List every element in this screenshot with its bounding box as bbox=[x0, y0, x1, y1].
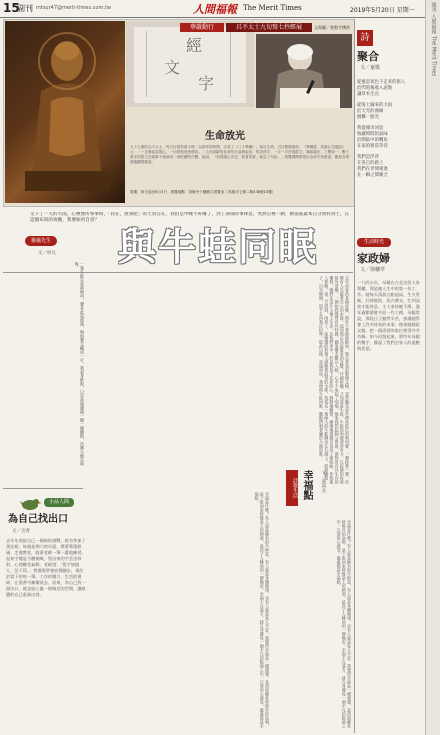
essay-byline: 文／妙凡 bbox=[38, 251, 56, 256]
poem-line: 在一瞬之間聚合 bbox=[357, 173, 388, 178]
poem-line: 收藏時間的氣味 bbox=[357, 132, 388, 137]
poem-line: 拋擲一點光 bbox=[357, 115, 379, 120]
essay-tag: 靈蘊先生 bbox=[25, 236, 57, 246]
page-number: 15 bbox=[3, 1, 20, 15]
divider bbox=[3, 488, 83, 489]
column-divider bbox=[354, 19, 355, 733]
series-tag: 華嚴動行 bbox=[180, 23, 224, 32]
feature-body: 九十七歲的呂不太士，每日行經抄經小時，以兩年的時間，完成了《八十華嚴》，始於生命，日日勤勉寫抄。《華嚴經．初發心功德品》云：「一念發起菩提心，一切善根悉皆增長。」九旬高齡的長者每日清晨起身，焚香淨手，一字一字抄寫經文，筆跡端正、工整如一，數十萬字的經文在她筆下流淌成一部莊嚴的法寶。她說：「抄經讓心安定，寫著寫著，就忘了年紀。」展覽期間將展出全部手抄經卷，歡迎各界蒞臨觀賞隨喜。 bbox=[130, 145, 350, 164]
life-tag: 小品人間 bbox=[44, 498, 74, 507]
happiness-body-cont: 幸福是什麼？有人說是擁有很多財富，有人說是身體健康，也有人說是家人平安。我覺得幸福是一種感覺，是清晨醒來時窗外的鳥鳴，是下班回家時餐桌上的熱湯，是孩子入睡前的一聲晚安。幸福不在遠方，就在身邊每一個平凡的點滴之中，只要用心感受，處處都是幸福點。 bbox=[336, 520, 352, 728]
side-strip-item: The Merit Times bbox=[430, 36, 437, 77]
issue-date: 2019年5月20日 星期一 bbox=[350, 7, 415, 14]
poem-line: 我們在世間相逢 bbox=[357, 167, 388, 172]
essay-body: 去年初春的某個夜晚，窗外下著綿綿細雨，我在書桌前整理文稿，忽然聽見屋外傳來低沉的鳴叫聲，一聲接著一聲，彷彿有人在敲著空心的木鼓。起初我以為是誰家的音響，仔細聆聽，才知道是牛蛙。牛蛙的叫聲渾厚有力，在寂靜的夜裡格外清晰，一開始我覺得有些吵雜，翻來覆去難以入眠，心中不免起了煩惱。後來我想起師父曾說，萬物皆有其生存的權利，牠們在這片土地上生活，比我們更早。於是我放下抗拒的心，靜靜地聽著，漸漸地那聲音竟成了催眠曲，伴我進入夢鄉。第二天清晨，雨停了，池塘邊的荷葉上滾動著晶瑩的水珠，我看見一隻碩大的牛蛙蹲坐在石頭上，鼓著腮幫子，目光炯炯，似乎在向我打招呼。從此以後，每逢雨夜，我便與牛蛙同眠，聽牠們唱著屬於大地的歌。 bbox=[318, 276, 350, 484]
poem-line: 我從城市回返 bbox=[357, 126, 384, 131]
life-title: 為自己找出口 bbox=[8, 514, 68, 525]
calligraphy-photo bbox=[126, 21, 254, 107]
svg-text:文: 文 bbox=[164, 58, 181, 77]
essay-title: 與牛蛙同眠 bbox=[118, 224, 319, 269]
poem-line: 讓草木生長 bbox=[357, 92, 379, 97]
family-tag: 生活時光 bbox=[357, 238, 391, 247]
happiness-byline: 文／黃禹丞 bbox=[321, 470, 326, 493]
happiness-title: 幸福點 bbox=[301, 470, 312, 500]
poem-byline: 文／童歌 bbox=[360, 65, 381, 71]
exhibition-title-bar: 呂不太士九旬寫七抄經展 bbox=[226, 23, 312, 32]
contact-email: mtsur47@merit-times.com.tw bbox=[36, 5, 111, 11]
section-label: 副刊 bbox=[17, 4, 33, 13]
svg-text:字: 字 bbox=[198, 74, 215, 93]
life-body: 去年年底給自己一個新的挑戰，報名參加了書法班。每個星期六的早晨，帶著筆墨紙硯，走進教室，跟著老師一筆一畫地練習。起初手總是不聽使喚，寫出來的字歪歪斜斜，心裡難免氣餒。老師說：「寫字如做人，急不得。」我慢慢學會放慢腳步，專注於當下的每一筆。工作的壓力、生活的瑣碎，在墨香中漸漸淡去。原來，為自己找一個出口，就是給心靈一個喘息的空間，讓疲憊的自己重新出發。 bbox=[6, 538, 86, 597]
family-body: 一九四五年，母親在台北吳姓人家幫傭，那是她人生中的第一份工作。她每天清晨五點起床，生火煮飯、打掃庭院、洗衣燙衣，忙到深夜才能休息。主人家待她不薄，逢年過節總會多給一些工錢。母親常說，那段日子雖然辛苦，卻讓她學會了許多持家的本事。後來她嫁給父親，把一個清貧的家打理得井井有條。如今回想起來，那些年母親的雙手，撐起了我們全家人的溫飽與希望。 bbox=[357, 280, 420, 351]
poem-line: 在家的窗前等待 bbox=[357, 144, 388, 149]
buddha-statue-photo bbox=[5, 21, 125, 203]
side-strip-item: 副刊 bbox=[430, 2, 437, 12]
bird-icon bbox=[20, 496, 42, 510]
svg-text:經: 經 bbox=[186, 36, 203, 55]
masthead-logo: 人間福報 bbox=[193, 3, 237, 16]
family-byline: 文／徐穗萃 bbox=[360, 267, 386, 273]
side-strip-item: 人間福報 bbox=[430, 14, 437, 34]
intro-text: 文下了一天的大雨，心裡無所事事時，「我在，放我吧」的天真自在，我怕是中晚不好睡了，到了深夜時事休息，突然心裡一動，撰張貼最本自分別料到士，在這個布同的夜晚，我要如何自省？ bbox=[30, 212, 350, 223]
side-index-strip bbox=[425, 0, 440, 735]
poem-line: 於鬧區中的轉角 bbox=[357, 138, 388, 143]
feature-byline: 文與圖／香賢寺撰供 bbox=[314, 25, 350, 30]
poem-line: 我們是浮萍 bbox=[357, 155, 379, 160]
poem-title: 聚合 bbox=[357, 50, 379, 63]
poem-line: 從風雲夜色下走來的旅人 bbox=[357, 80, 406, 85]
poem-lines bbox=[357, 80, 423, 179]
exhibition-info: 展期：即日起至6月3日 展覽地點：香賢寺十樓藝文展覽室（高雄市七賢二路438號10樓） bbox=[130, 190, 276, 194]
family-title: 家政婦 bbox=[357, 252, 390, 265]
poem-line: 從海上歸來的大雨 bbox=[357, 103, 393, 108]
life-byline: 文／丟香 bbox=[12, 529, 30, 534]
poem-line: 於天光的曲線 bbox=[357, 109, 384, 114]
masthead-english: The Merit Times bbox=[243, 4, 302, 12]
happiness-body: 幸福是什麼？有人說是擁有很多財富，有人說是身體健康，也有人說是家人平安。我覺得幸福是一種感覺，是清晨醒來時窗外的鳥鳴，是下班回家時餐桌上的熱湯，是孩子入睡前的一聲晚安。幸福不在遠方，就在身邊每一個平凡的點滴之中，只要用心感受，處處都是幸福點。 bbox=[254, 492, 270, 728]
elder-writing-photo bbox=[256, 34, 352, 108]
poem-line: 在各自的路上 bbox=[357, 161, 384, 166]
happiness-tag: 詩歌生活 bbox=[286, 470, 298, 506]
article-title: 生命放光 bbox=[205, 131, 245, 142]
poem-tag: 詩 bbox=[357, 30, 373, 46]
poem-line: 於閃電後收入泥地 bbox=[357, 86, 393, 91]
essay-left-column: 一隻牛蛙在夜裡鳴叫，聲音此起彼落，與雨聲交織成一片。我起身推窗，只見池面漣漪一圈一圈擴散，彷彿大地在呼吸。 bbox=[74, 262, 85, 466]
